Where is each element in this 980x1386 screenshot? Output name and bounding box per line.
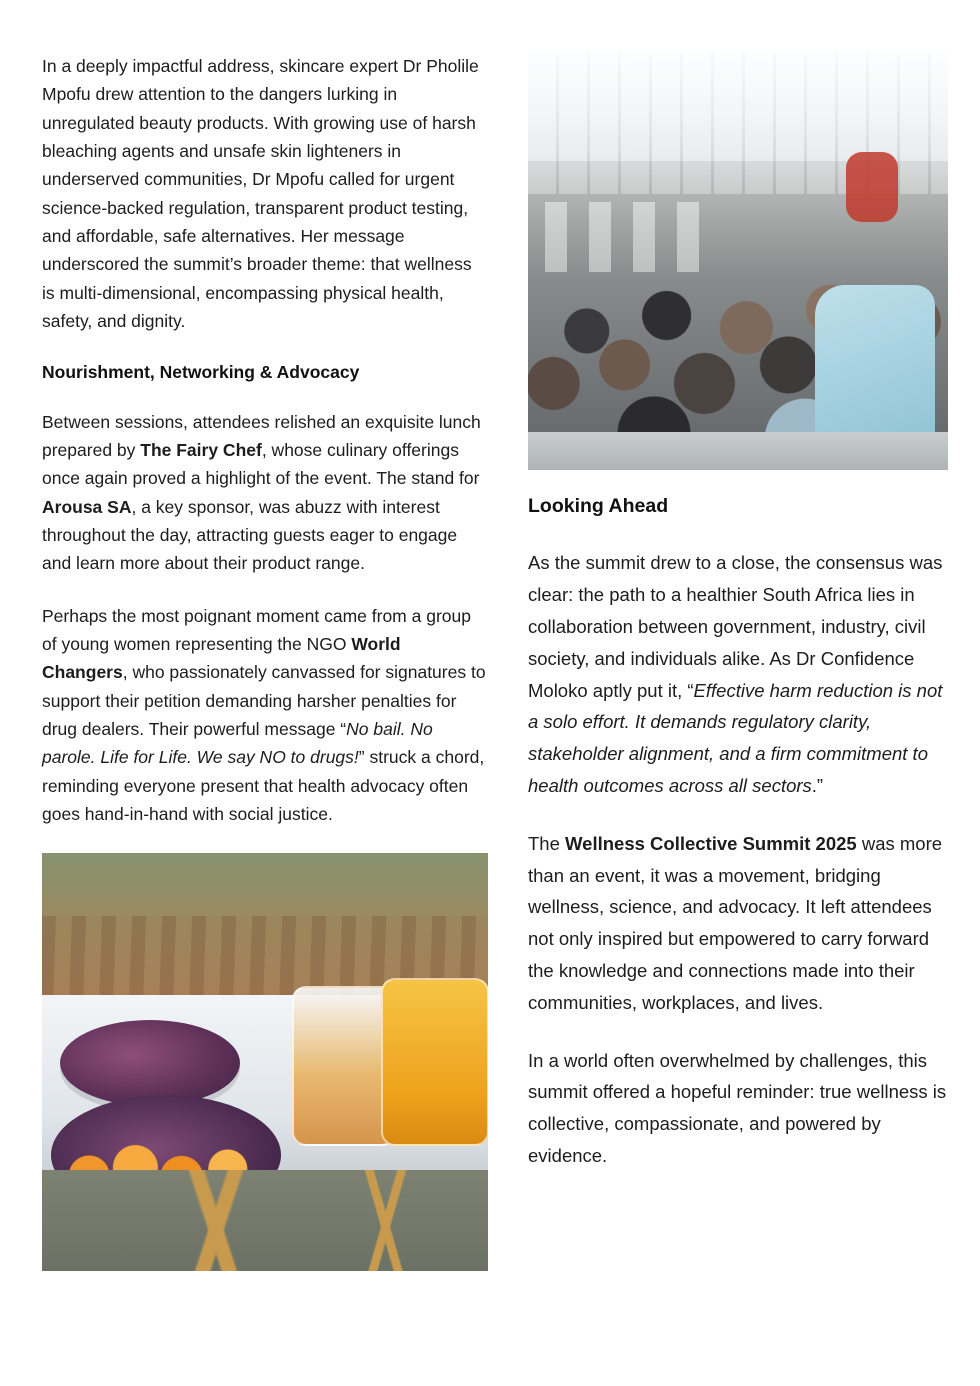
paragraph-closing-reminder: In a world often overwhelmed by challenges, this summit offered a hopeful reminder: true wellness is collective, compassionate, and powered by evidence. [528, 1049, 947, 1167]
event-wellness-collective-summit-2025: Wellness Collective Summit 2025 [565, 832, 857, 854]
photo-red-jacket [846, 152, 898, 222]
paragraph-summit-movement-part2: was more than an event, it was a movement, bridging wellness, science, and advocacy. It left attendees not only inspired but empowered to carry forward the knowledge and connections made into their communities, workplaces, and lives. [528, 832, 943, 1013]
photo-platter-upper [60, 1020, 240, 1106]
paragraph-lunch-sponsor-part1: Between sessions, attendees relished an exquisite lunch prepared by [42, 411, 481, 461]
heading-nourishment-networking-advocacy: Nourishment, Networking & Advocacy [42, 362, 360, 383]
paragraph-skincare-address: In a deeply impactful address, skincare expert Dr Pholile Mpofu drew attention to the dangers lurking in unregulated beauty products. With growing use of harsh bleaching agents and unsafe skin lighteners in underserved communities, Dr Mpofu called for urgent science-backed regulation, transparent product testing, and affordable, safe alternatives. Her message underscored the summit’s broader theme: that wellness is multi-dimensional, encompassing physical health, safety, and dignity. [42, 56, 479, 332]
photo-blue-cardigan [815, 285, 935, 445]
heading-looking-ahead: Looking Ahead [528, 495, 669, 517]
left-column [42, 52, 488, 1366]
photo-background-soil [42, 853, 488, 995]
summit-audience-photo [528, 52, 948, 470]
paragraph-world-changers-part1: Perhaps the most poignant moment came from a group of young women representing the NGO [42, 605, 471, 655]
paragraph-summit-movement-part1: The [528, 832, 566, 854]
paragraph-summit-movement [528, 828, 948, 1019]
paragraph-lunch-sponsor-part2: , whose culinary offerings once again proved a highlight of the event. The stand for [42, 440, 480, 489]
photo-floor [528, 432, 948, 470]
ngo-world-changers: World Changers [42, 634, 401, 683]
paragraph-world-changers [42, 602, 488, 829]
brand-arousa-sa: Arousa SA [42, 496, 132, 517]
paragraph-consensus-part1: As the summit drew to a close, the consensus was clear: the path to a healthier South Africa lies in collaboration between government, industry, civil society, and individuals alike. As Dr Confidence Moloko aptly put it, “ [528, 552, 943, 701]
quote-confidence-moloko: Effective harm reduction is not a solo effort. It demands regulatory clarity, stakeholder alignment, and a firm commitment to health outcomes across all sectors [528, 679, 943, 796]
paragraph-lunch-sponsor [42, 408, 488, 578]
right-column [528, 52, 948, 1366]
brand-the-fairy-chef: The Fairy Chef [140, 440, 262, 461]
buffet-table-photo [42, 853, 488, 1271]
paragraph-world-changers-part3: ” struck a chord, reminding everyone present that health advocacy often goes hand-in-hand with social justice. [42, 747, 485, 825]
paragraph-consensus-part2: .” [811, 774, 824, 796]
quote-no-bail-no-parole: No bail. No parole. Life for Life. We say NO to drugs! [42, 719, 433, 768]
photo-drink-dispenser-right [381, 978, 488, 1146]
paragraph-lunch-sponsor-part3: , a key sponsor, was abuzz with interest throughout the day, attracting guests eager to engage and learn more about their product range. [42, 496, 458, 574]
paragraph-world-changers-part2: , who passionately canvassed for signatures to support their petition demanding harsher penalties for drug dealers. Their powerful message “ [42, 662, 486, 740]
paragraph-consensus-quote [528, 547, 948, 802]
photo-table-legs [42, 1170, 488, 1270]
